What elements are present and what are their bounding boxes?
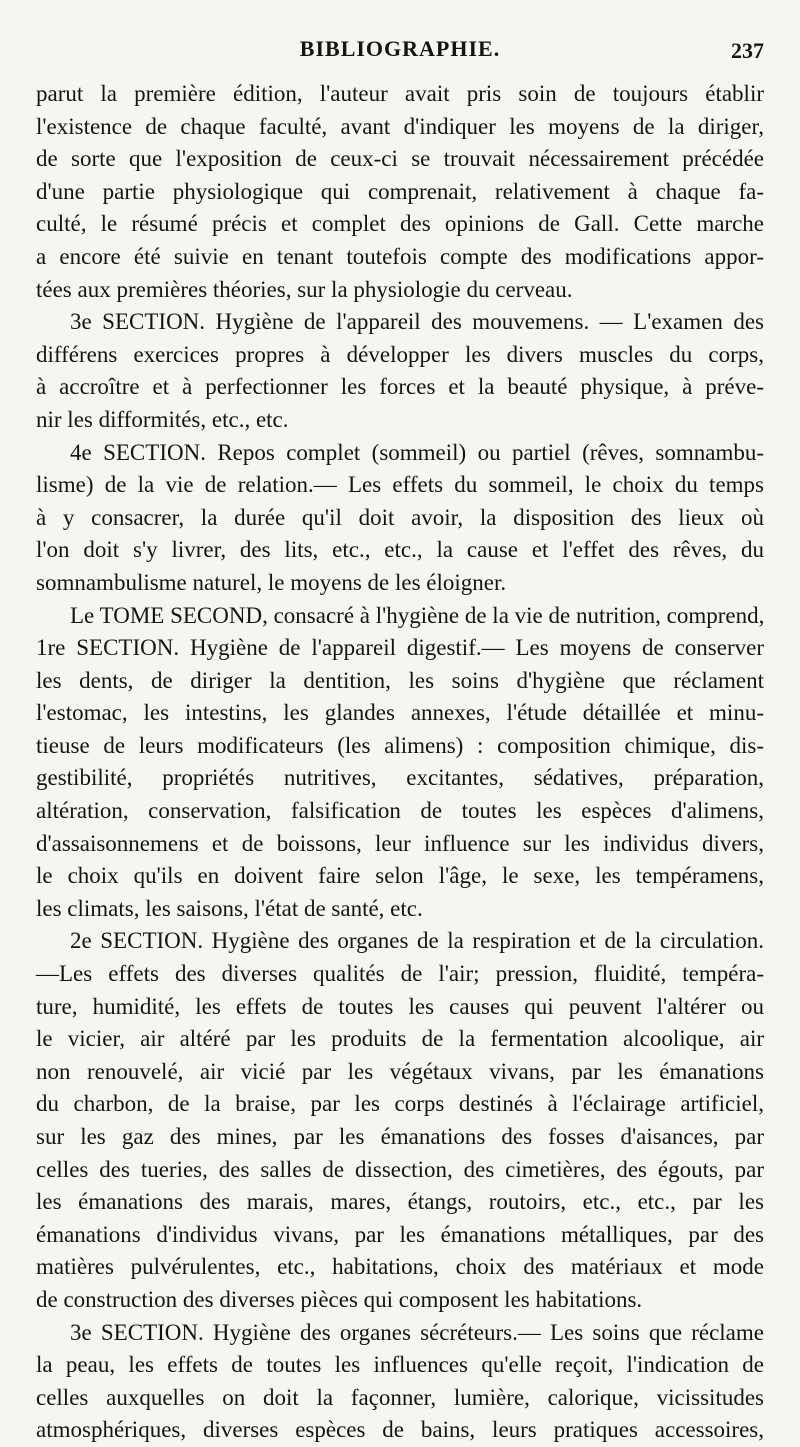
text-line: matières pulvérulentes, etc., habitations, choix des matériaux et mode [36,1254,764,1280]
body-text [36,78,764,1447]
text-line: atmosphériques, diverses espèces de bains, leurs pratiques accessoires, [36,1417,764,1443]
text-line: 4e SECTION. Repos complet (sommeil) ou partiel (rêves, somnambu- [70,439,764,465]
text-line: 3e SECTION. Hygiène des organes sécréteurs.— Les soins que réclame [70,1319,764,1345]
text-line: l'estomac, les intestins, les glandes annexes, l'étude détaillée et minu- [36,700,764,726]
text-line: à accroître et à perfectionner les forces et la beauté physique, à préve- [36,374,764,400]
text-line: a encore été suivie en tenant toutefois compte des modifications appor- [36,243,764,269]
text-line: du charbon, de la braise, par les corps destinés à l'éclairage artificiel, [36,1091,764,1117]
book-page [36,36,764,1447]
text-line: sur les gaz des mines, par les émanations des fosses d'aisances, par [36,1124,764,1149]
text-line: à y consacrer, la durée qu'il doit avoir, la disposition des lieux où [36,504,764,530]
text-line: celles des tueries, des salles de dissection, des cimetières, des égouts, par [36,1156,764,1182]
text-line: la peau, les effets de toutes les influences qu'elle reçoit, l'indication de [36,1352,764,1378]
text-line: celles auxquelles on doit la façonner, lumière, calorique, vicissitudes [36,1384,764,1410]
text-line: les dents, de diriger la dentition, les soins d'hygiène que réclament [36,667,764,693]
text-line: lisme) de la vie de relation.— Les effets du sommeil, le choix du temps [36,472,764,498]
text-line: —Les effets des diverses qualités de l'air; pression, fluidité, tempéra- [36,961,764,987]
text-line: le vicier, air altéré par les produits de la fermentation alcoolique, air [36,1026,764,1052]
text-line: l'on doit s'y livrer, des lits, etc., etc., la cause et l'effet des rêves, du [36,537,764,563]
text-line: les climats, les saisons, l'état de santé, etc. [36,895,423,921]
text-line: de sorte que l'exposition de ceux-ci se trouvait nécessairement précédée [36,146,764,172]
text-line: non renouvelé, air vicié par les végétaux vivans, par les émanations [36,1058,764,1084]
text-line: émanations d'individus vivans, par les émanations métalliques, par des [36,1221,764,1247]
text-line: gestibilité, propriétés nutritives, excitantes, sédatives, préparation, [36,765,764,791]
text-line: Le TOME SECOND, consacré à l'hygiène de la vie de nutrition, comprend, [70,602,765,628]
text-line: différens exercices propres à développer les divers muscles du corps, [36,341,764,367]
text-line: de construction des diverses pièces qui composent les habitations. [36,1286,643,1312]
text-line: d'assaisonnemens et de boissons, leur influence sur les individus divers, [36,830,764,856]
text-line: 2e SECTION. Hygiène des organes de la respiration et de la circulation. [70,928,764,954]
text-line: somnambulisme naturel, le moyens de les éloigner. [36,569,507,595]
page-header [36,36,764,74]
text-line: tées aux premières théories, sur la physiologie du cerveau. [36,276,573,302]
text-line: 1re SECTION. Hygiène de l'appareil digestif.— Les moyens de conserver [36,635,764,661]
text-line: les émanations des marais, mares, étangs, routoirs, etc., etc., par les [36,1189,764,1215]
text-line: tieuse de leurs modificateurs (les alimens) : composition chimique, dis- [36,732,764,758]
text-line: nir les difformités, etc., etc. [36,406,289,432]
running-title: BIBLIOGRAPHIE. [299,36,501,61]
page-number: 237 [731,38,764,63]
text-line: parut la première édition, l'auteur avait pris soin de toujours établir [36,81,764,106]
text-line: culté, le résumé précis et complet des opinions de Gall. Cette marche [36,211,764,237]
text-line: le choix qu'ils en doivent faire selon l'âge, le sexe, les tempéramens, [36,863,764,889]
text-line: ture, humidité, les effets de toutes les causes qui peuvent l'altérer ou [36,993,764,1019]
text-line: altération, conservation, falsification de toutes les espèces d'alimens, [36,798,764,824]
text-line: d'une partie physiologique qui comprenait, relativement à chaque fa- [36,178,764,204]
text-line: 3e SECTION. Hygiène de l'appareil des mouvemens. — L'examen des [70,309,764,335]
text-line: l'existence de chaque faculté, avant d'indiquer les moyens de la diriger, [36,113,764,139]
